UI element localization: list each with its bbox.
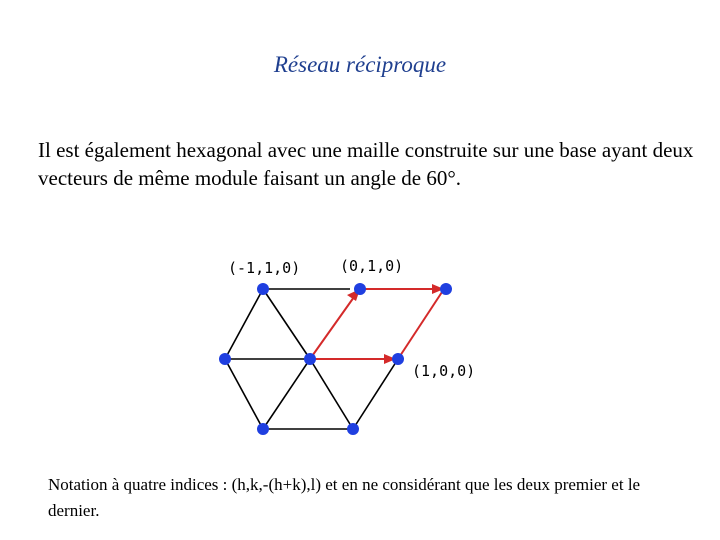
reciprocal-lattice-diagram xyxy=(200,245,500,445)
caption-text: Notation à quatre indices : (h,k,-(h+k),l) et en ne considérant que les deux premier et le dernier. xyxy=(48,475,641,520)
lattice-edge xyxy=(310,359,353,429)
node-0-1-0 xyxy=(354,283,366,295)
node-left xyxy=(219,353,231,365)
lattice-edge xyxy=(353,359,398,429)
node-top-right xyxy=(440,283,452,295)
node-bottom-right xyxy=(347,423,359,435)
node-1-0-0 xyxy=(392,353,404,365)
description-text: Il est également hexagonal avec une maille construite sur une base ayant deux vecteurs de même module faisant un angle de 60°. xyxy=(38,138,694,190)
label-0-1-0: (0,1,0) xyxy=(340,257,404,275)
lattice-edge xyxy=(225,359,263,429)
cell-edge-right xyxy=(398,289,444,359)
node-minus1-1-0 xyxy=(257,283,269,295)
vector-b xyxy=(310,297,354,359)
lattice-edge xyxy=(263,359,310,429)
node-bottom-left xyxy=(257,423,269,435)
label-minus1-1-0: (-1,1,0) xyxy=(228,259,301,277)
label-1-0-0: (1,0,0) xyxy=(412,362,476,380)
node-origin xyxy=(304,353,316,365)
lattice-edge xyxy=(263,289,310,359)
lattice-edge xyxy=(225,289,263,359)
slide-title: Réseau réciproque xyxy=(273,52,447,77)
reciprocal-vectors xyxy=(310,284,444,364)
